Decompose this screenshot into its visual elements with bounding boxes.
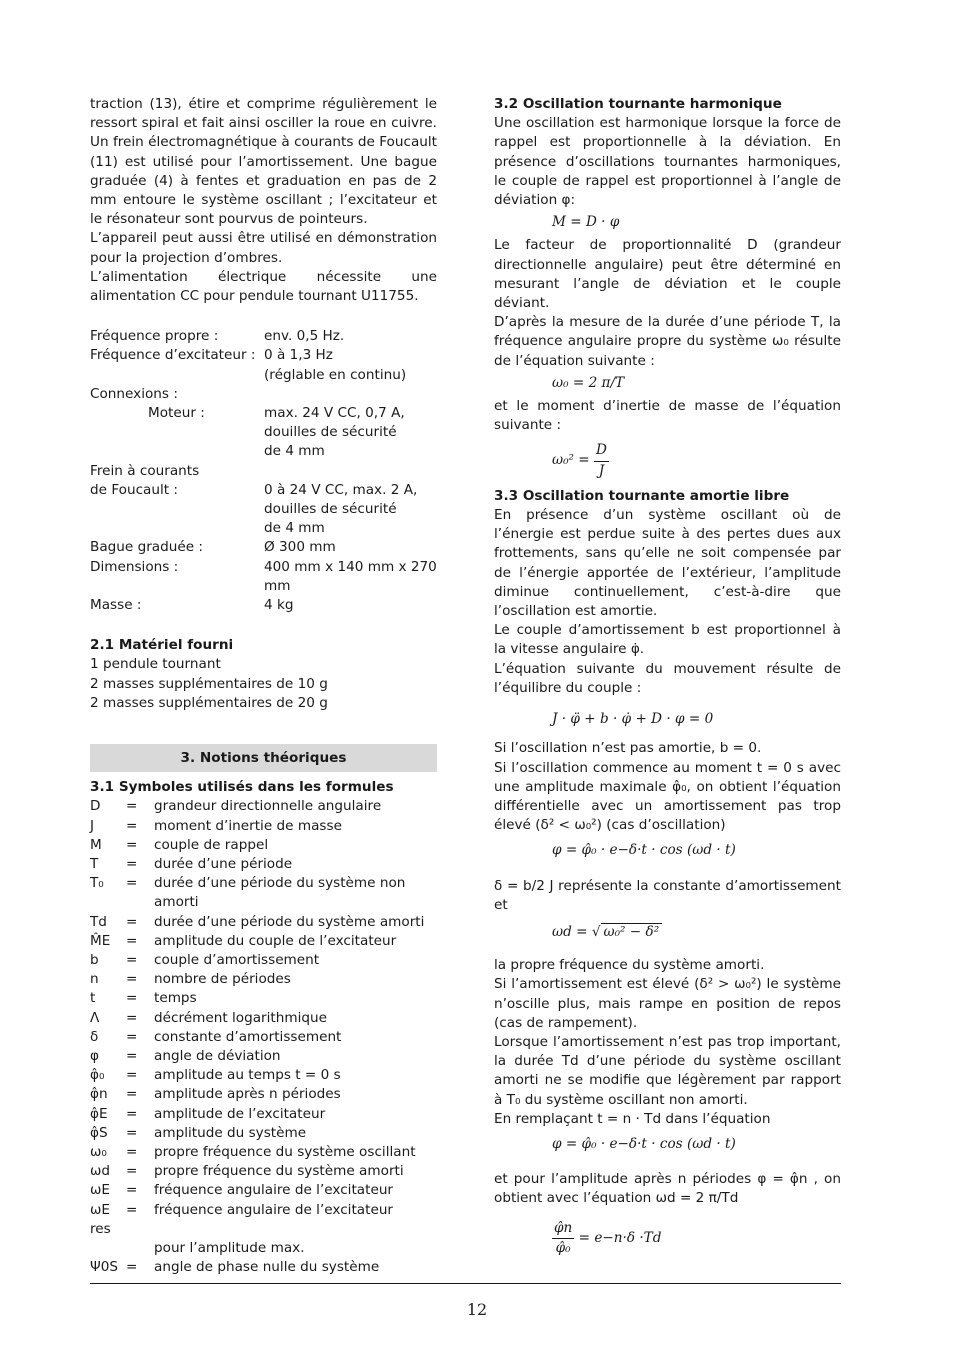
spec-key — [90, 423, 264, 442]
symbol-row — [90, 970, 437, 989]
spec-row — [90, 327, 437, 346]
symbol: φ̂₀ — [90, 1067, 105, 1084]
radicand: ω₀² − δ² — [601, 923, 663, 940]
section-banner: 3. Notions théoriques — [90, 744, 437, 772]
spec-value: (réglable en continu) — [264, 366, 407, 383]
symbol-description: angle de phase nulle du système — [154, 1259, 380, 1276]
denominator: φ̂₀ — [555, 1239, 571, 1256]
power-paragraph: L’alimentation électrique nécessite une alimentation CC pour pendule tournant U11755. — [90, 268, 437, 305]
spec-value: env. 0,5 Hz. — [264, 328, 345, 345]
symbol-description: fréquence angulaire de l’excitateur — [154, 1201, 394, 1218]
list-item: 2 masses supplémentaires de 10 g — [90, 675, 328, 692]
paragraph: et pour l’amplitude après n périodes φ = φ̂n , on obtient avec l’équation ωd = 2 π/Td — [494, 1171, 841, 1207]
symbol: n — [90, 971, 99, 988]
equals-sign: = — [126, 798, 138, 815]
spec-value: de 4 mm — [264, 520, 325, 537]
spec-row — [90, 404, 437, 423]
symbol: Λ — [90, 1009, 100, 1026]
symbol: M̂E — [90, 932, 111, 949]
paragraph: Le facteur de proportionnalité D (grandeur directionnelle angulaire) peut être déterminé en mesurant l’angle de déviation et le couple déviant. — [494, 237, 841, 312]
left-column — [90, 95, 437, 1277]
spec-row — [90, 462, 437, 481]
equals-sign: = — [126, 1086, 138, 1103]
paragraph: L’équation suivante du mouvement résulte de l’équilibre du couple : — [494, 660, 841, 696]
paragraph: δ = b/2 J représente la constante d’amortissement et — [494, 877, 841, 913]
spec-value — [264, 462, 437, 481]
equation-motion: J · φ̈ + b · φ̇ + D · φ = 0 — [552, 711, 714, 728]
spec-row — [90, 442, 437, 461]
equals-sign: = — [126, 1047, 138, 1064]
equation-amplitude-ratio — [494, 1219, 841, 1258]
spec-key — [90, 500, 264, 519]
spec-row — [90, 423, 437, 442]
spec-key: Dimensions : — [90, 558, 179, 575]
footer-rule — [90, 1283, 841, 1284]
spec-value — [264, 385, 437, 404]
spec-key — [90, 519, 264, 538]
symbol-description: fréquence angulaire de l’excitateur — [154, 1182, 394, 1199]
spec-row — [90, 538, 437, 557]
paragraph: D’après la mesure de la durée d’une période T, la fréquence angulaire propre du système ω₀ résulte de l’équation suivante : — [494, 314, 841, 369]
equals-sign: = — [126, 990, 138, 1007]
symbol-description: couple de rappel — [154, 836, 269, 853]
equals-sign — [126, 1239, 154, 1258]
spec-row — [90, 519, 437, 538]
spec-key: Masse : — [90, 597, 142, 614]
symbol-description: amplitude du système — [154, 1124, 307, 1141]
symbol-description: angle de déviation — [154, 1047, 281, 1064]
symbol-row — [90, 1085, 437, 1104]
equation-damped: φ = φ̂₀ · e−δ·t · cos (ωd · t) — [552, 842, 736, 859]
symbol-row — [90, 1028, 437, 1047]
equals-sign: = — [126, 1143, 138, 1160]
spec-key: Fréquence d’excitateur : — [90, 347, 256, 364]
symbol-row — [90, 836, 437, 855]
symbol-description: amplitude de l’excitateur — [154, 1105, 326, 1122]
symbol-description: amplitude du couple de l’excitateur — [154, 932, 397, 949]
symbol-row — [90, 913, 437, 932]
spec-key — [90, 442, 264, 461]
spec-value: Ø 300 mm — [264, 539, 336, 556]
equals-sign: = — [126, 1259, 138, 1276]
numerator: φ̂n — [552, 1219, 574, 1239]
symbol: J — [90, 817, 95, 834]
spec-value: 4 kg — [264, 597, 294, 614]
symbol-description: pour l’amplitude max. — [154, 1239, 305, 1256]
spec-row — [90, 366, 437, 385]
spec-key — [90, 366, 264, 385]
paragraph: En remplaçant t = n · Td dans l’équation — [494, 1110, 771, 1127]
symbol: D — [90, 798, 101, 815]
symbols-list — [90, 797, 437, 1277]
paragraph: Le couple d’amortissement b est proportionnel à la vitesse angulaire φ̇. — [494, 622, 841, 658]
symbol: φ̂S — [90, 1124, 108, 1141]
symbol: t — [90, 990, 96, 1007]
spec-key: Frein à courants — [90, 462, 200, 479]
equals-sign: = — [126, 836, 138, 853]
symbol-description: durée d’une période — [154, 855, 293, 872]
equals-sign: = — [126, 1028, 138, 1045]
paragraph: la propre fréquence du système amorti. — [494, 957, 765, 974]
symbol-description: moment d’inertie de masse — [154, 817, 342, 834]
equals-sign: = — [126, 913, 138, 930]
equals-sign: = — [126, 932, 138, 949]
spec-value: douilles de sécurité — [264, 424, 397, 441]
paragraph: Si l’oscillation n’est pas amortie, b = 0. — [494, 740, 762, 757]
equation-torque: M = D · φ — [552, 214, 620, 231]
spec-value: de 4 mm — [264, 443, 325, 460]
symbol: Td — [90, 913, 107, 930]
symbol: ωE res — [90, 1201, 111, 1237]
equals-sign: = — [126, 817, 138, 834]
equals-sign: = — [126, 1105, 138, 1122]
symbol-row — [90, 1066, 437, 1085]
symbols-heading: 3.1 Symboles utilisés dans les formules — [90, 779, 394, 796]
symbol: φ̂E — [90, 1105, 108, 1122]
symbol-row — [90, 855, 437, 874]
symbol-row — [90, 874, 437, 912]
symbol: T₀ — [90, 875, 104, 892]
symbol: δ — [90, 1028, 99, 1045]
symbol: φ — [90, 1047, 99, 1064]
paragraph: En présence d’un système oscillant où de l’énergie est perdue suite à des pertes dues aux frottements, sans qu’elle ne soit compensée par de l’énergie apportée de l’extérieur, l’amplitude diminue continuellement, c’est-à-dire que l’oscillation est amortie. — [494, 507, 841, 620]
symbol-description: propre fréquence du système oscillant — [154, 1143, 416, 1160]
symbol-row — [90, 1181, 437, 1200]
right-column — [494, 95, 841, 1262]
symbol-row — [90, 932, 437, 951]
fraction — [552, 1219, 574, 1258]
symbol: T — [90, 855, 99, 872]
symbol-description: durée d’une période du système non amorti — [154, 875, 406, 911]
symbol-row — [90, 1143, 437, 1162]
paragraph: Si l’oscillation commence au moment t = 0 s avec une amplitude maximale φ̂₀, on obtient l’équation différentielle avec un amortissement pas trop élevé (δ² < ω₀²) (cas d’oscillation) — [494, 759, 841, 834]
numerator: D — [594, 441, 609, 461]
symbol-row — [90, 797, 437, 816]
intro-paragraph: traction (13), étire et comprime régulièrement le ressort spiral et fait ainsi osciller la roue en cuivre. Un frein électromagnétique à courants de Foucault (11) est utilisé pour l’amortissement. Une bague graduée (4) à fentes et graduation en pas de 2 mm entoure le système oscillant ; l’excitateur et le résonateur sont pourvus de pointeurs. — [90, 96, 437, 228]
spec-row — [90, 500, 437, 519]
equals-sign: = — [126, 951, 138, 968]
equals-sign: = — [126, 855, 138, 872]
symbol-description: nombre de périodes — [154, 971, 291, 988]
symbol-description: amplitude après n périodes — [154, 1086, 341, 1103]
symbol: Ψ0S — [90, 1259, 118, 1276]
denominator: J — [598, 462, 605, 479]
symbol-row — [90, 1162, 437, 1181]
list-item: 2 masses supplémentaires de 20 g — [90, 694, 328, 711]
symbol: M — [90, 836, 102, 853]
symbol-row — [90, 1105, 437, 1124]
spec-value: 400 mm x 140 mm x 270 mm — [264, 558, 437, 594]
symbol-row — [90, 951, 437, 970]
equals-sign: = — [126, 1009, 138, 1026]
equals-sign: = — [126, 875, 138, 892]
equation-lhs: ωd = — [552, 923, 588, 940]
symbol-row — [90, 1258, 437, 1277]
symbol-row — [90, 1047, 437, 1066]
symbol-row — [90, 989, 437, 1008]
equation-omega0-squared — [494, 441, 841, 480]
spec-row — [90, 558, 437, 596]
spec-key: Connexions : — [90, 385, 178, 402]
spec-key: Moteur : — [148, 405, 205, 422]
symbol-description: couple d’amortissement — [154, 951, 320, 968]
equals-sign: = — [126, 971, 138, 988]
spec-value: max. 24 V CC, 0,7 A, — [264, 405, 405, 422]
symbol-description: temps — [154, 990, 197, 1007]
spec-row — [90, 481, 437, 500]
symbol: b — [90, 951, 99, 968]
symbol-description: propre fréquence du système amorti — [154, 1163, 404, 1180]
symbol: ωd — [90, 1163, 111, 1180]
symbol — [90, 1239, 126, 1258]
symbol-row — [90, 817, 437, 836]
symbol-row — [90, 1239, 437, 1258]
equals-sign: = — [126, 1067, 138, 1084]
spec-row — [90, 346, 437, 365]
equals-sign: = — [126, 1124, 138, 1141]
symbol-row — [90, 1201, 437, 1239]
equation-lhs: ω₀² = — [552, 452, 590, 469]
symbol: φ̂n — [90, 1086, 108, 1103]
paragraph: Une oscillation est harmonique lorsque la force de rappel est proportionnelle à la déviation. En présence d’oscillations tournantes harmoniques, le couple de rappel est proportionnel à l’angle de déviation φ: — [494, 115, 841, 209]
equals-sign: = — [126, 1201, 138, 1218]
spec-key: Bague graduée : — [90, 539, 204, 556]
symbol-description: durée d’une période du système amorti — [154, 913, 425, 930]
spec-value: douilles de sécurité — [264, 501, 397, 518]
spec-key: Fréquence propre : — [90, 328, 219, 345]
spec-value: 0 à 24 V CC, max. 2 A, — [264, 481, 418, 498]
spec-list — [90, 327, 437, 615]
symbol-row — [90, 1009, 437, 1028]
equals-sign: = — [126, 1163, 138, 1180]
fraction — [594, 441, 609, 480]
symbol: ωE — [90, 1182, 110, 1199]
supplied-heading: 2.1 Matériel fourni — [90, 637, 234, 654]
equation-omegad: ωd = √ ω₀² − δ² — [494, 923, 841, 942]
supplied-list — [90, 655, 437, 713]
section-3-2-heading: 3.2 Oscillation tournante harmonique — [494, 96, 782, 112]
spec-key: de Foucault : — [90, 481, 179, 498]
paragraph: Si l’amortissement est élevé (δ² > ω₀²) le système n’oscille plus, mais rampe en position de repos (cas de rampement). — [494, 976, 841, 1031]
paragraph: et le moment d’inertie de masse de l’équation suivante : — [494, 398, 841, 434]
equals-sign: = — [126, 1182, 138, 1199]
symbol-row — [90, 1124, 437, 1143]
section-3-3-heading: 3.3 Oscillation tournante amortie libre — [494, 487, 790, 504]
spec-value: 0 à 1,3 Hz — [264, 347, 333, 364]
symbol-description: amplitude au temps t = 0 s — [154, 1067, 341, 1084]
paragraph: Lorsque l’amortissement n’est pas trop important, la durée Td d’une période du système oscillant amorti ne se modifie que légèrement par rapport à T₀ du système oscillant non amorti. — [494, 1033, 841, 1108]
equation-damped-repeat: φ = φ̂₀ · e−δ·t · cos (ωd · t) — [552, 1135, 736, 1152]
page-number: 12 — [466, 1300, 488, 1319]
equation-omega0: ω₀ = 2 π/T — [552, 374, 625, 391]
spec-row — [90, 385, 437, 404]
symbol-description: constante d’amortissement — [154, 1028, 342, 1045]
spec-row — [90, 596, 437, 615]
symbol: ω₀ — [90, 1143, 107, 1160]
symbol-description: grandeur directionnelle angulaire — [154, 798, 382, 815]
equation-rhs: = e−n·δ ·Td — [578, 1229, 662, 1246]
symbol-description: décrément logarithmique — [154, 1009, 327, 1026]
list-item: 1 pendule tournant — [90, 656, 221, 673]
demo-paragraph: L’appareil peut aussi être utilisé en démonstration pour la projection d’ombres. — [90, 230, 437, 266]
